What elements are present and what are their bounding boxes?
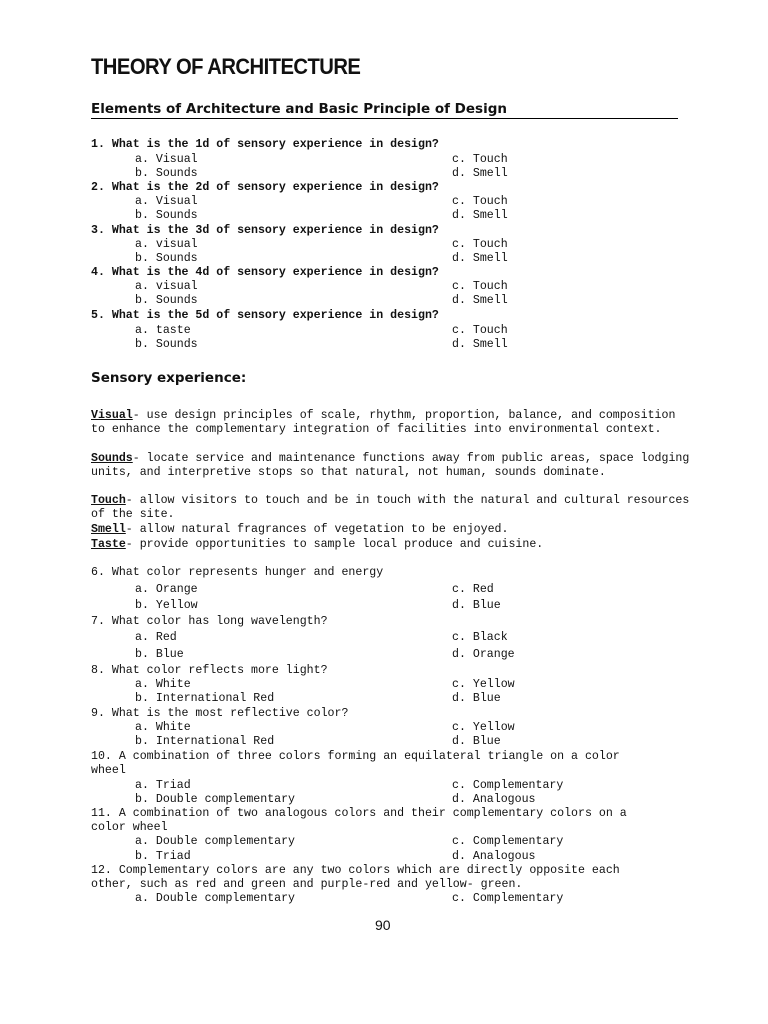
option-d: d. Smell bbox=[452, 252, 508, 265]
definition-term: Visual bbox=[91, 409, 133, 422]
definition-term: Touch bbox=[91, 494, 126, 507]
page-title: THEORY OF ARCHITECTURE bbox=[91, 54, 361, 79]
option-d: d. Orange bbox=[452, 648, 515, 661]
option-b: b. Double complementary bbox=[135, 793, 296, 806]
option-a: a. White bbox=[135, 678, 191, 691]
question-9: 9. What is the most reflective color? bbox=[91, 707, 349, 720]
definition-text: - provide opportunities to sample local produce and cuisine. bbox=[125, 538, 544, 551]
definition-text: - use design principles of scale, rhythm, proportion, balance, and composition to enhance the complementary integration of facilities into environmental context. bbox=[91, 409, 676, 437]
question-2: 2. What is the 2d of sensory experience in design? bbox=[91, 181, 439, 194]
option-a: a. Double complementary bbox=[135, 892, 296, 905]
definition-term: Taste bbox=[91, 538, 126, 551]
definition-term: Sounds bbox=[91, 452, 133, 465]
definition-text: - locate service and maintenance functions away from public areas, space lodging units, and interpretive stops so that natural, not human, sounds dominate. bbox=[91, 452, 690, 480]
question-1: 1. What is the 1d of sensory experience in design? bbox=[91, 138, 439, 151]
option-a: a. Triad bbox=[135, 779, 191, 792]
option-c: c. Black bbox=[452, 631, 508, 644]
option-b: b. Sounds bbox=[135, 209, 198, 222]
question-5: 5. What is the 5d of sensory experience in design? bbox=[91, 309, 439, 322]
option-c: c. Red bbox=[452, 583, 494, 596]
definition-term: Smell bbox=[91, 523, 126, 536]
option-b: b. Blue bbox=[135, 648, 184, 661]
option-b: b. Sounds bbox=[135, 294, 198, 307]
option-d: d. Blue bbox=[452, 692, 501, 705]
question-11: 11. A combination of two analogous colors and their complementary colors on a bbox=[91, 807, 627, 820]
question-8: 8. What color reflects more light? bbox=[91, 664, 328, 677]
question-4: 4. What is the 4d of sensory experience in design? bbox=[91, 266, 439, 279]
option-d: d. Blue bbox=[452, 599, 501, 612]
option-a: a. Red bbox=[135, 631, 177, 644]
option-d: d. Blue bbox=[452, 735, 501, 748]
option-a: a. White bbox=[135, 721, 191, 734]
section-heading: Sensory experience: bbox=[91, 370, 247, 386]
question-7: 7. What color has long wavelength? bbox=[91, 615, 328, 628]
option-d: d. Smell bbox=[452, 294, 508, 307]
option-c: c. Touch bbox=[452, 280, 508, 293]
option-c: c. Complementary bbox=[452, 892, 564, 905]
option-c: c. Touch bbox=[452, 195, 508, 208]
option-b: b. International Red bbox=[135, 692, 275, 705]
option-d: d. Smell bbox=[452, 338, 508, 351]
option-a: a. visual bbox=[135, 280, 198, 293]
option-c: c. Touch bbox=[452, 153, 508, 166]
option-b: b. Sounds bbox=[135, 167, 198, 180]
page-number: 90 bbox=[375, 917, 391, 933]
option-c: c. Touch bbox=[452, 324, 508, 337]
option-c: c. Complementary bbox=[452, 835, 564, 848]
option-a: a. Double complementary bbox=[135, 835, 296, 848]
option-c: c. Yellow bbox=[452, 721, 515, 734]
question-3: 3. What is the 3d of sensory experience in design? bbox=[91, 224, 439, 237]
option-a: a. Visual bbox=[135, 195, 198, 208]
definition-touch bbox=[91, 494, 691, 523]
option-d: d. Smell bbox=[452, 209, 508, 222]
section-subtitle: Elements of Architecture and Basic Principle of Design bbox=[91, 101, 678, 119]
option-b: b. Triad bbox=[135, 850, 191, 863]
option-a: a. Orange bbox=[135, 583, 198, 596]
definition-text: - allow visitors to touch and be in touch with the natural and cultural resources of the site. bbox=[91, 494, 690, 522]
option-b: b. Yellow bbox=[135, 599, 198, 612]
question-12-cont: other, such as red and green and purple-red and yellow- green. bbox=[91, 878, 523, 891]
option-c: c. Complementary bbox=[452, 779, 564, 792]
question-11-cont: color wheel bbox=[91, 821, 168, 834]
option-c: c. Touch bbox=[452, 238, 508, 251]
option-d: d. Smell bbox=[452, 167, 508, 180]
question-10-cont: wheel bbox=[91, 764, 126, 777]
definition-text: - allow natural fragrances of vegetation to be enjoyed. bbox=[125, 523, 509, 536]
definition-taste bbox=[91, 538, 691, 552]
option-d: d. Analogous bbox=[452, 793, 536, 806]
definition-sounds bbox=[91, 452, 691, 481]
option-d: d. Analogous bbox=[452, 850, 536, 863]
option-c: c. Yellow bbox=[452, 678, 515, 691]
definition-visual bbox=[91, 409, 691, 438]
option-b: b. Sounds bbox=[135, 252, 198, 265]
option-a: a. Visual bbox=[135, 153, 198, 166]
question-6: 6. What color represents hunger and energy bbox=[91, 566, 384, 579]
option-b: b. International Red bbox=[135, 735, 275, 748]
question-12: 12. Complementary colors are any two colors which are directly opposite each bbox=[91, 864, 620, 877]
option-a: a. visual bbox=[135, 238, 198, 251]
question-10: 10. A combination of three colors forming an equilateral triangle on a color bbox=[91, 750, 620, 763]
option-a: a. taste bbox=[135, 324, 191, 337]
definition-smell bbox=[91, 523, 691, 537]
option-b: b. Sounds bbox=[135, 338, 198, 351]
